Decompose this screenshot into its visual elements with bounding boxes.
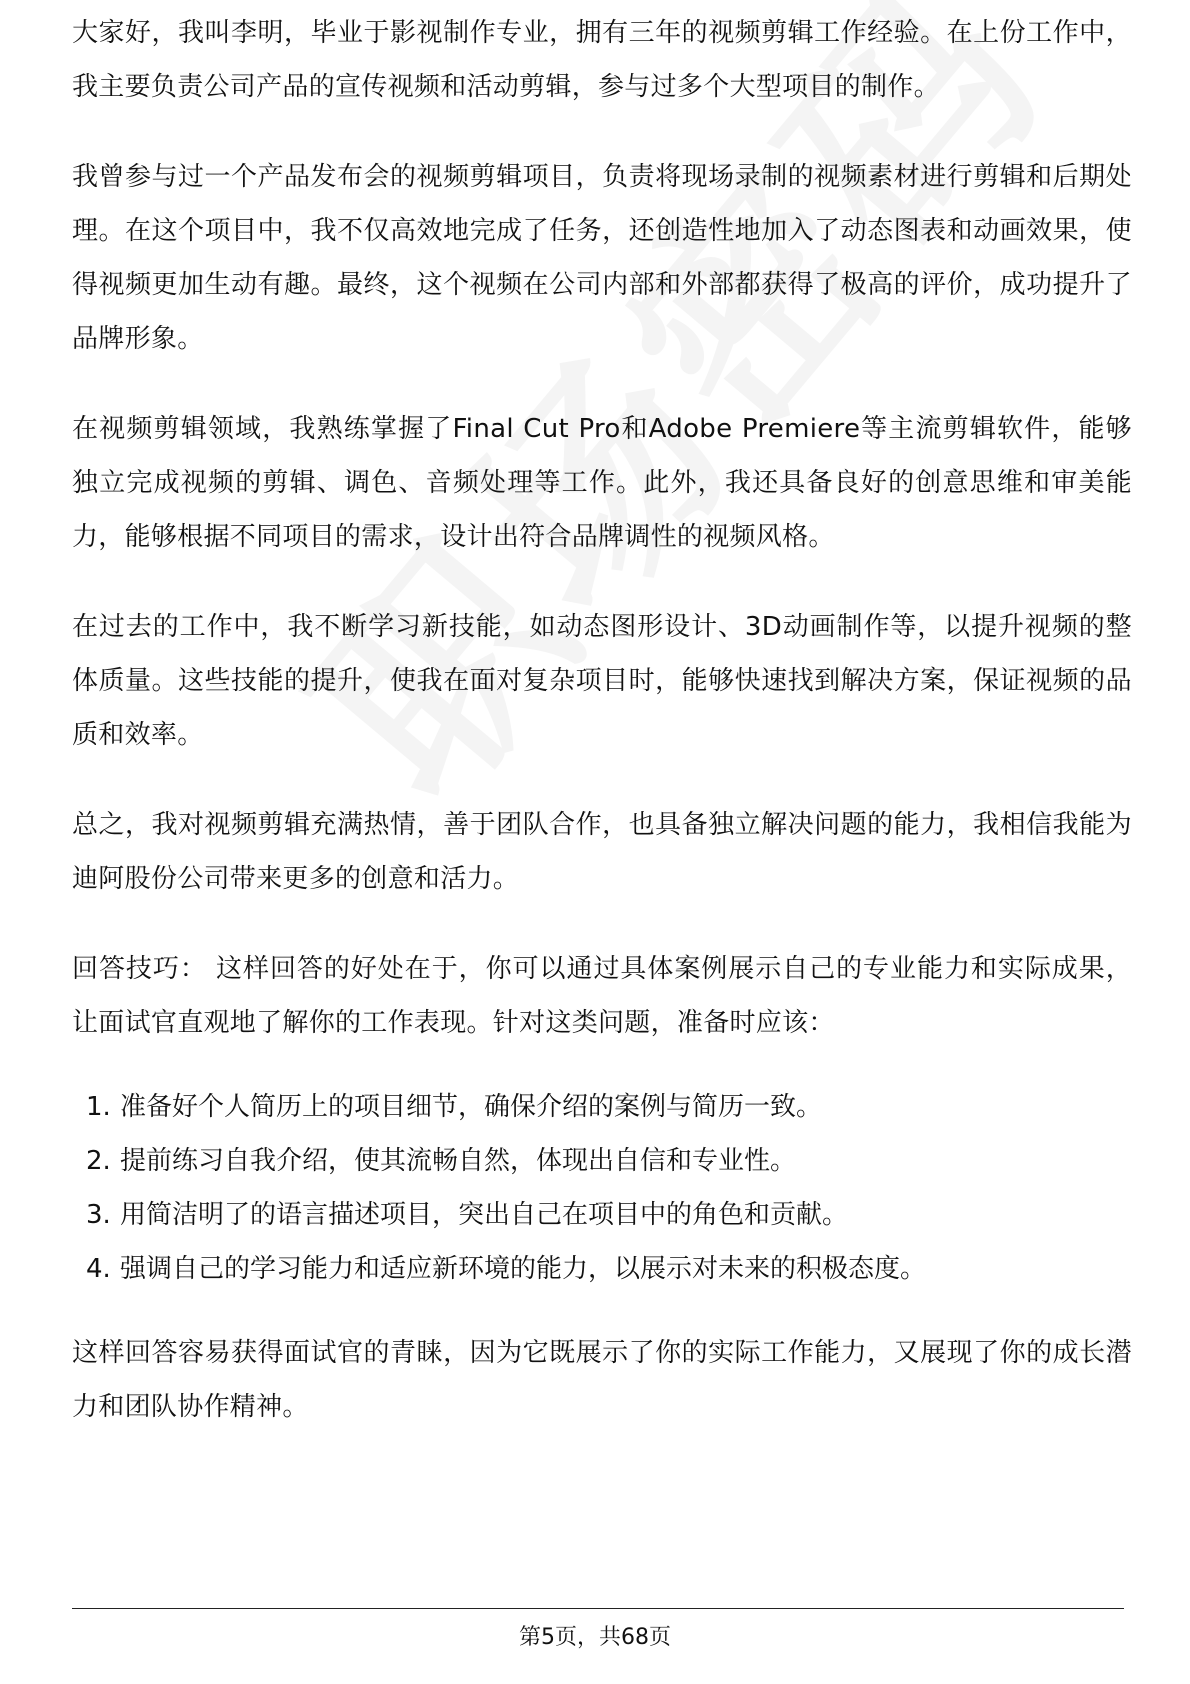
page-number: 第5页，共68页 (519, 1625, 671, 1650)
list-item (72, 1242, 1132, 1296)
list-item-text: 提前练习自我介绍，使其流畅自然，体现出自信和专业性。 (120, 1146, 797, 1176)
list-item (72, 1134, 1132, 1188)
tips-list (72, 1080, 1132, 1296)
footer-divider (72, 1608, 1124, 1609)
list-item-number: 4. (86, 1254, 111, 1284)
paragraph-skills: 在视频剪辑领域，我熟练掌握了Final Cut Pro和Adobe Premiere等主流剪辑软件，能够独立完成视频的剪辑、调色、音频处理等工作。此外，我还具备良好的创意思维和审美能力，能够根据不同项目的需求，设计出符合品牌调性的视频风格。 (72, 414, 1132, 552)
list-item-text: 用简洁明了的语言描述项目，突出自己在项目中的角色和贡献。 (120, 1200, 849, 1230)
list-item-text: 准备好个人简历上的项目细节，确保介绍的案例与简历一致。 (120, 1092, 823, 1122)
paragraph-summary: 总之，我对视频剪辑充满热情，善于团队合作，也具备独立解决问题的能力，我相信我能为迪阿股份公司带来更多的创意和活力。 (72, 810, 1132, 894)
list-item-number: 3. (86, 1200, 111, 1230)
paragraph-tips-intro: 回答技巧： 这样回答的好处在于，你可以通过具体案例展示自己的专业能力和实际成果，让面试官直观地了解你的工作表现。针对这类问题，准备时应该： (72, 954, 1132, 1038)
list-item (72, 1188, 1132, 1242)
list-item (72, 1080, 1132, 1134)
list-item-text: 强调自己的学习能力和适应新环境的能力，以展示对未来的积极态度。 (120, 1254, 927, 1284)
paragraph-closing: 这样回答容易获得面试官的青睐，因为它既展示了你的实际工作能力，又展现了你的成长潜力和团队协作精神。 (72, 1338, 1132, 1422)
paragraph-intro: 大家好，我叫李明，毕业于影视制作专业，拥有三年的视频剪辑工作经验。在上份工作中，我主要负责公司产品的宣传视频和活动剪辑，参与过多个大型项目的制作。 (72, 18, 1132, 102)
list-item-number: 2. (86, 1146, 111, 1176)
paragraph-project: 我曾参与过一个产品发布会的视频剪辑项目，负责将现场录制的视频素材进行剪辑和后期处理。在这个项目中，我不仅高效地完成了任务，还创造性地加入了动态图表和动画效果，使得视频更加生动有趣。最终，这个视频在公司内部和外部都获得了极高的评价，成功提升了品牌形象。 (72, 162, 1132, 354)
paragraph-learning: 在过去的工作中，我不断学习新技能，如动态图形设计、3D动画制作等，以提升视频的整体质量。这些技能的提升，使我在面对复杂项目时，能够快速找到解决方案，保证视频的品质和效率。 (72, 612, 1132, 750)
document-body (72, 18, 1132, 1470)
list-item-number: 1. (86, 1092, 111, 1122)
